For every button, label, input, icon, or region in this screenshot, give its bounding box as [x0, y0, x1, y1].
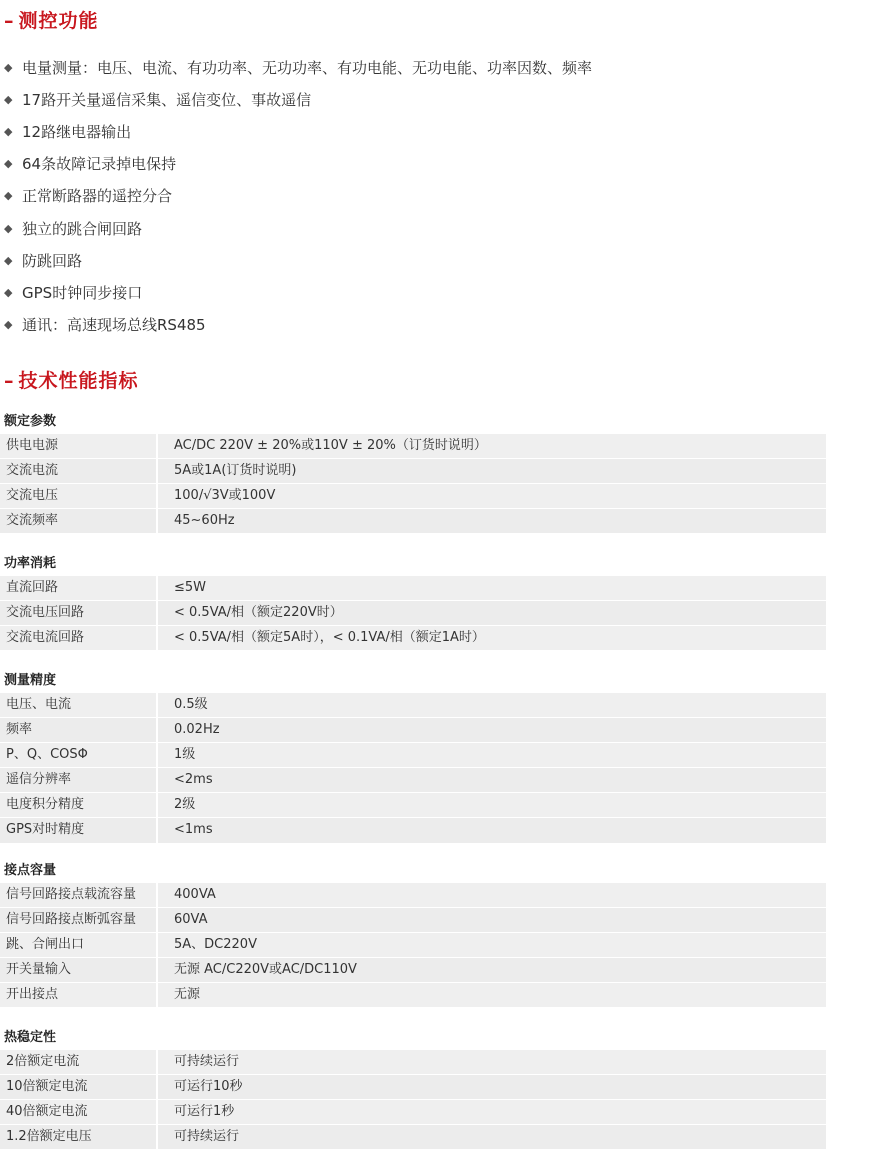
- spec-key: P、Q、COSΦ: [0, 743, 158, 767]
- spec-key: 信号回路接点载流容量: [0, 883, 158, 907]
- diamond-bullet-icon: ◆: [4, 253, 13, 267]
- spec-key: GPS对时精度: [0, 818, 158, 842]
- table-row: [0, 767, 826, 792]
- spec-key: 开出接点: [0, 983, 158, 1007]
- spec-key: 开关量输入: [0, 958, 158, 982]
- feature-text: 电量测量：电压、电流、有功功率、无功功率、有功电能、无功电能、功率因数、频率: [22, 58, 593, 77]
- table-row: [0, 434, 826, 458]
- group-title: 热稳定性: [4, 1030, 57, 1045]
- spec-table: [0, 882, 826, 1007]
- feature-item: [4, 244, 592, 276]
- spec-value: 2级: [174, 797, 196, 813]
- table-row: [0, 1099, 826, 1124]
- table-row: [0, 508, 826, 533]
- specs-section-title: [4, 366, 139, 393]
- table-row: [0, 1050, 826, 1074]
- diamond-bullet-icon: ◆: [4, 221, 13, 235]
- table-row: [0, 625, 826, 650]
- diamond-bullet-icon: ◆: [4, 189, 13, 203]
- table-row: [0, 1124, 826, 1149]
- spec-key: 1.2倍额定电压: [0, 1125, 158, 1149]
- spec-value: <1ms: [174, 822, 213, 838]
- table-row: [0, 717, 826, 742]
- feature-item: [4, 212, 592, 244]
- table-row: [0, 907, 826, 932]
- spec-value: 无源 AC/C220V或AC/DC110V: [174, 962, 357, 978]
- spec-value: 45~60Hz: [174, 513, 235, 529]
- diamond-bullet-icon: ◆: [4, 318, 13, 332]
- spec-value: AC/DC 220V ± 20%或110V ± 20%（订货时说明）: [174, 438, 487, 453]
- group-title: 测量精度: [4, 673, 57, 688]
- diamond-bullet-icon: ◆: [4, 157, 13, 171]
- table-row: [0, 483, 826, 508]
- feature-item: [4, 51, 592, 83]
- spec-group-accuracy: [0, 670, 826, 843]
- spec-table: [0, 692, 826, 843]
- spec-value: 5A或1A(订货时说明): [174, 463, 297, 479]
- spec-value: < 0.5VA/相（额定220V时）: [174, 605, 343, 621]
- table-row: [0, 957, 826, 982]
- spec-value: 可运行10秒: [174, 1079, 243, 1095]
- spec-key: 跳、合闸出口: [0, 933, 158, 957]
- spec-value: 无源: [174, 987, 201, 1003]
- feature-text: 独立的跳合闸回路: [22, 219, 143, 238]
- spec-key: 交流电流: [0, 459, 158, 483]
- spec-key: 2倍额定电流: [0, 1050, 158, 1074]
- title-dash: –: [4, 370, 15, 392]
- feature-text: 17路开关量遥信采集、遥信变位、事故遥信: [22, 90, 312, 109]
- diamond-bullet-icon: ◆: [4, 285, 13, 299]
- spec-table: [0, 575, 826, 650]
- spec-value: 0.02Hz: [174, 722, 220, 738]
- group-title: 接点容量: [4, 863, 57, 878]
- spec-value: 可运行1秒: [174, 1104, 235, 1120]
- table-row: [0, 600, 826, 625]
- spec-value: 5A、DC220V: [174, 937, 257, 953]
- spec-value: 60VA: [174, 912, 208, 928]
- table-row: [0, 693, 826, 717]
- feature-item: [4, 276, 592, 308]
- feature-item: [4, 148, 592, 180]
- spec-group-thermal-stability: [0, 1027, 826, 1149]
- table-row: [0, 982, 826, 1007]
- spec-key: 遥信分辨率: [0, 768, 158, 792]
- group-title: 功率消耗: [4, 556, 57, 571]
- feature-text: 64条故障记录掉电保持: [22, 155, 177, 174]
- spec-value: 0.5级: [174, 697, 208, 712]
- spec-value: ≤5W: [174, 580, 207, 595]
- spec-group-power-consumption: [0, 553, 826, 650]
- table-row: [0, 792, 826, 817]
- diamond-bullet-icon: ◆: [4, 92, 13, 106]
- group-title: 额定参数: [4, 414, 57, 429]
- feature-text: 12路继电器输出: [22, 122, 132, 141]
- title-dash: –: [4, 10, 15, 32]
- spec-value: 可持续运行: [174, 1054, 240, 1069]
- diamond-bullet-icon: ◆: [4, 124, 13, 138]
- spec-key: 交流电流回路: [0, 626, 158, 650]
- spec-value: < 0.5VA/相（额定5A时），< 0.1VA/相（额定1A时）: [174, 630, 485, 646]
- spec-value: 100/√3V或100V: [174, 488, 276, 504]
- spec-key: 交流电压: [0, 484, 158, 508]
- spec-key: 电度积分精度: [0, 793, 158, 817]
- diamond-bullet-icon: ◆: [4, 60, 13, 74]
- spec-value: <2ms: [174, 772, 213, 788]
- table-row: [0, 576, 826, 600]
- table-row: [0, 458, 826, 483]
- spec-key: 交流频率: [0, 509, 158, 533]
- spec-value: 400VA: [174, 887, 216, 902]
- specs-title-text: 技术性能指标: [18, 370, 139, 392]
- spec-value: 可持续运行: [174, 1129, 240, 1145]
- table-row: [0, 883, 826, 907]
- spec-group-contact-capacity: [0, 860, 826, 1007]
- table-row: [0, 1074, 826, 1099]
- feature-text: 通讯：高速现场总线RS485: [22, 316, 206, 335]
- features-section-title: [4, 6, 99, 33]
- feature-text: 防跳回路: [22, 251, 83, 270]
- spec-key: 直流回路: [0, 576, 158, 600]
- spec-table: [0, 1049, 826, 1149]
- spec-key: 交流电压回路: [0, 601, 158, 625]
- feature-item: [4, 83, 592, 115]
- table-row: [0, 932, 826, 957]
- spec-group-rated-params: [0, 411, 826, 533]
- spec-key: 频率: [0, 718, 158, 742]
- features-title-text: 测控功能: [18, 10, 99, 32]
- table-row: [0, 817, 826, 842]
- feature-list: [4, 51, 592, 341]
- spec-key: 电压、电流: [0, 693, 158, 717]
- table-row: [0, 742, 826, 767]
- feature-text: GPS时钟同步接口: [22, 283, 143, 302]
- spec-table: [0, 433, 826, 533]
- feature-text: 正常断路器的遥控分合: [22, 187, 173, 206]
- spec-key: 信号回路接点断弧容量: [0, 908, 158, 932]
- feature-item: [4, 309, 592, 341]
- spec-key: 40倍额定电流: [0, 1100, 158, 1124]
- feature-item: [4, 180, 592, 212]
- spec-key: 10倍额定电流: [0, 1075, 158, 1099]
- feature-item: [4, 115, 592, 147]
- spec-value: 1级: [174, 747, 196, 763]
- spec-key: 供电电源: [0, 434, 158, 458]
